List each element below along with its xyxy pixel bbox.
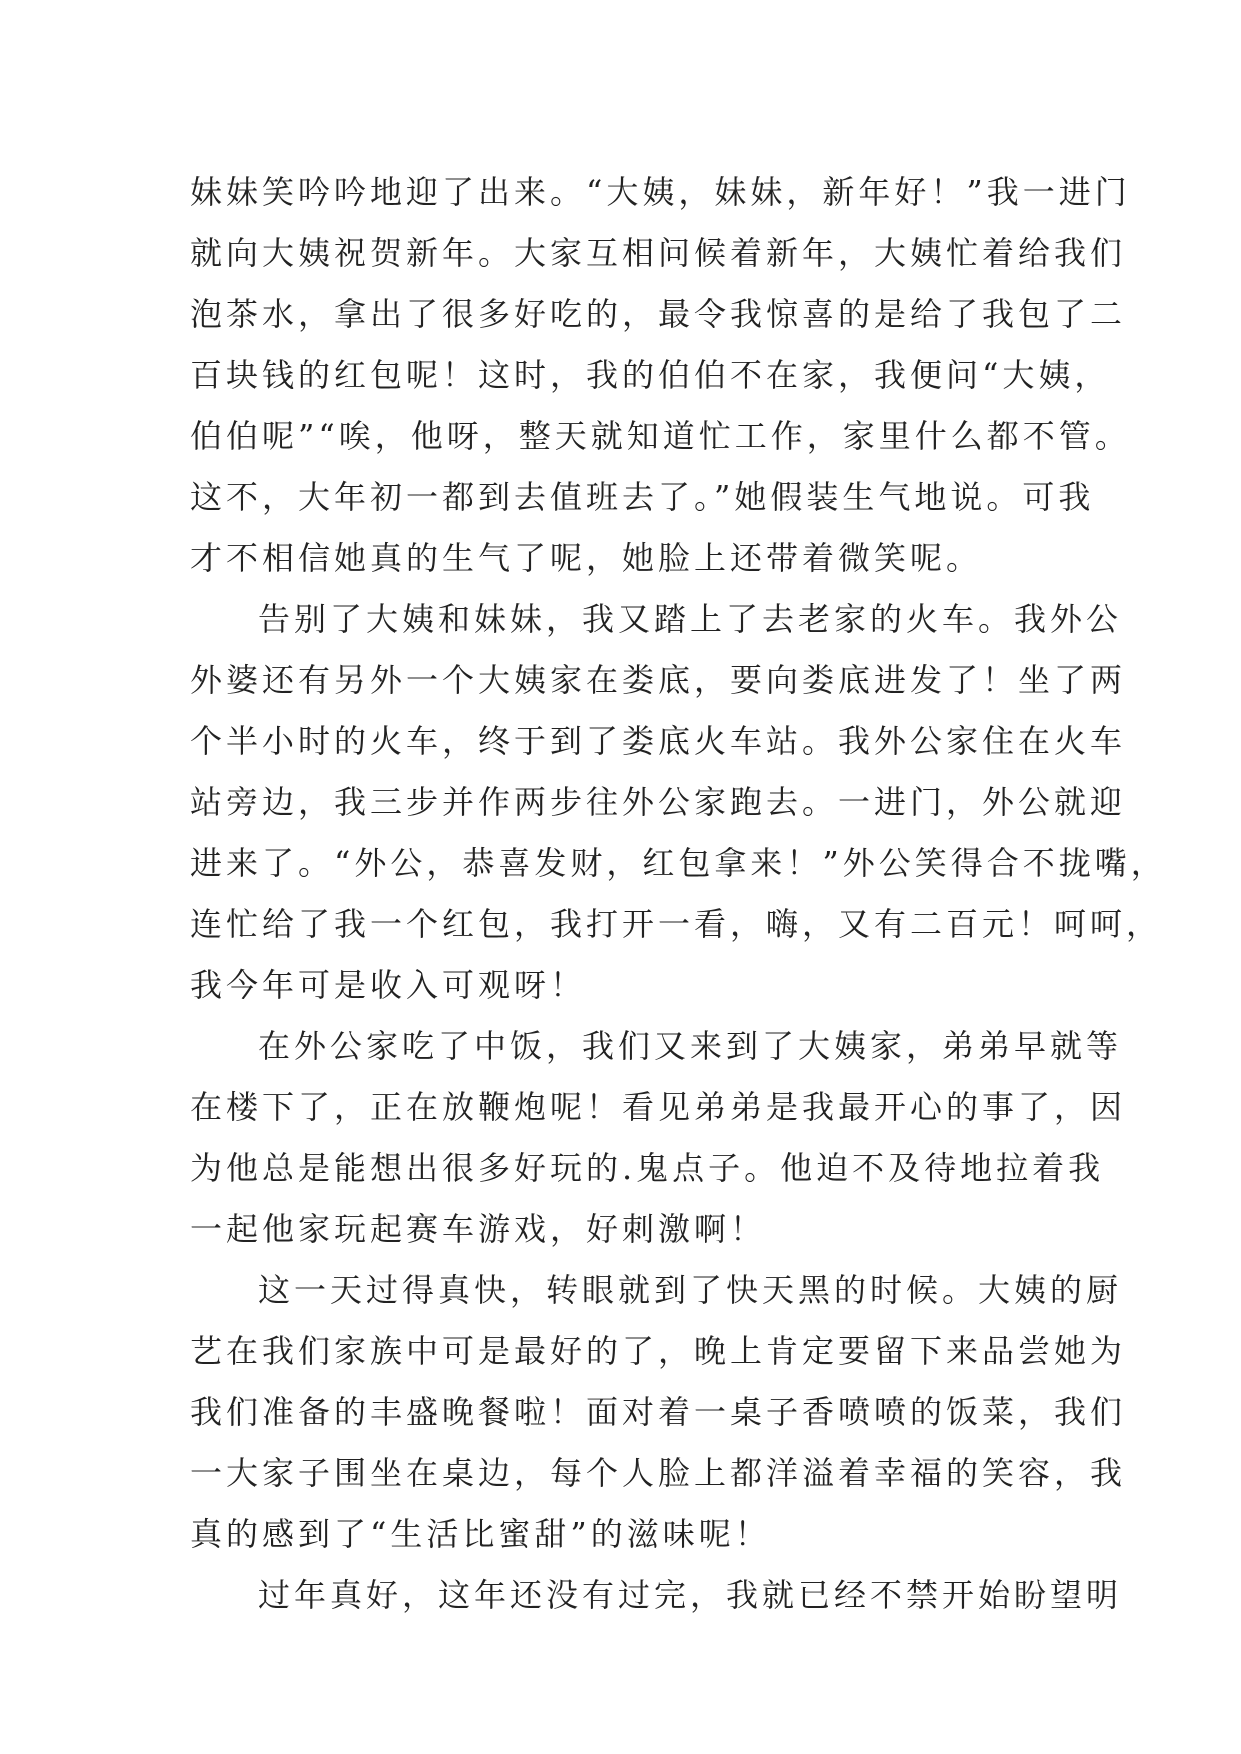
text-line: 外婆还有另外一个大姨家在娄底，要向娄底进发了！坐了两	[190, 661, 1127, 699]
paragraph-5	[190, 1565, 1123, 1626]
text-line: 这不，大年初一都到去值班去了。”她假装生气地说。可我	[190, 478, 1095, 516]
text-line: 一大家子围坐在桌边，每个人脸上都洋溢着幸福的笑容，我	[190, 1454, 1127, 1492]
text-line: 过年真好，这年还没有过完，我就已经不禁开始盼望明	[258, 1576, 1123, 1614]
paragraph-2	[190, 589, 1167, 1016]
paragraph-4	[190, 1260, 1127, 1565]
text-line: 这一天过得真快，转眼就到了快天黑的时候。大姨的厨	[258, 1271, 1123, 1309]
text-line: 就向大姨祝贺新年。大家互相问候着新年，大姨忙着给我们	[190, 234, 1127, 272]
text-line: 我今年可是收入可观呀！	[190, 966, 587, 1004]
text-line: 在外公家吃了中饭，我们又来到了大姨家，弟弟早就等	[258, 1027, 1123, 1065]
text-line: 一起他家玩起赛车游戏，好刺激啊！	[190, 1210, 767, 1248]
text-line: 百块钱的红包呢！这时，我的伯伯不在家，我便问“大姨，	[190, 356, 1111, 394]
text-line: 个半小时的火车，终于到了娄底火车站。我外公家住在火车	[190, 722, 1127, 760]
text-line: 伯伯呢”“唉，他呀，整天就知道忙工作，家里什么都不管。	[190, 417, 1131, 455]
text-line: 为他总是能想出很多好玩的.鬼点子。他迫不及待地拉着我	[190, 1149, 1105, 1187]
text-line: 告别了大姨和妹妹，我又踏上了去老家的火车。我外公	[258, 600, 1123, 638]
paragraph-3	[190, 1016, 1127, 1260]
paragraph-1	[190, 162, 1131, 589]
text-line: 真的感到了“生活比蜜甜”的滋味呢！	[190, 1515, 771, 1553]
text-line: 进来了。“外公，恭喜发财，红包拿来！”外公笑得合不拢嘴，	[190, 844, 1167, 882]
text-line: 才不相信她真的生气了呢，她脸上还带着微笑呢。	[190, 539, 983, 577]
text-line: 在楼下了，正在放鞭炮呢！看见弟弟是我最开心的事了，因	[190, 1088, 1127, 1126]
text-line: 我们准备的丰盛晚餐啦！面对着一桌子香喷喷的饭菜，我们	[190, 1393, 1127, 1431]
document-body	[190, 162, 1167, 1626]
text-line: 妹妹笑吟吟地迎了出来。“大姨，妹妹，新年好！”我一进门	[190, 173, 1131, 211]
text-line: 连忙给了我一个红包，我打开一看，嗨，又有二百元！呵呵，	[190, 905, 1163, 943]
text-line: 艺在我们家族中可是最好的了，晚上肯定要留下来品尝她为	[190, 1332, 1127, 1370]
text-line: 泡茶水，拿出了很多好吃的，最令我惊喜的是给了我包了二	[190, 295, 1127, 333]
text-line: 站旁边，我三步并作两步往外公家跑去。一进门，外公就迎	[190, 783, 1127, 821]
